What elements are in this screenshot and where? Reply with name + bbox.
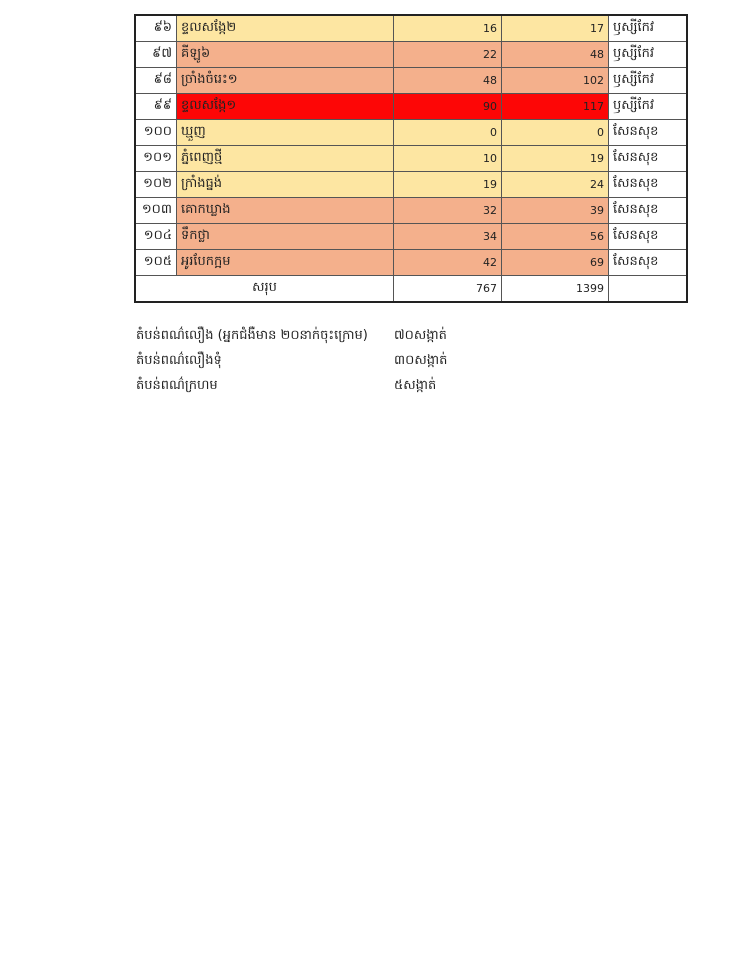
legend-note-value: ៧០សង្កាត់ bbox=[394, 328, 447, 343]
table-row bbox=[135, 120, 687, 146]
contact-count-cell: 19 bbox=[502, 146, 609, 172]
legend-note-label: តំបន់ពណ៌ក្រហម bbox=[136, 378, 218, 393]
case-count-cell: 32 bbox=[394, 198, 502, 224]
total-contacts: 1399 bbox=[502, 276, 609, 303]
case-count-cell: 90 bbox=[394, 94, 502, 120]
commune-name-cell: ភ្នំពេញថ្មី bbox=[177, 146, 394, 172]
district-name-cell: ឫស្សីកែវ bbox=[609, 94, 688, 120]
case-count-cell: 16 bbox=[394, 15, 502, 42]
district-name-cell: សែនសុខ bbox=[609, 146, 688, 172]
contact-count-cell: 24 bbox=[502, 172, 609, 198]
table-row bbox=[135, 224, 687, 250]
table-row bbox=[135, 172, 687, 198]
contact-count-cell: 39 bbox=[502, 198, 609, 224]
district-name-cell: សែនសុខ bbox=[609, 250, 688, 276]
district-name-cell: ឫស្សីកែវ bbox=[609, 68, 688, 94]
table-row bbox=[135, 198, 687, 224]
district-name-cell: សែនសុខ bbox=[609, 224, 688, 250]
case-count-cell: 42 bbox=[394, 250, 502, 276]
case-count-cell: 10 bbox=[394, 146, 502, 172]
legend-note-label: តំបន់ពណ៌លឿង (អ្នកជំងឺមាន ២០នាក់ចុះក្រោម) bbox=[136, 328, 368, 343]
commune-name-cell: ខ្ទលសង្កែ២ bbox=[177, 15, 394, 42]
commune-name-cell: ច្រាំងចំរេះ១ bbox=[177, 68, 394, 94]
contact-count-cell: 48 bbox=[502, 42, 609, 68]
case-count-cell: 48 bbox=[394, 68, 502, 94]
total-cases: 767 bbox=[394, 276, 502, 303]
row-number-cell: ១០២ bbox=[135, 172, 177, 198]
table-row bbox=[135, 42, 687, 68]
row-number-cell: ១០១ bbox=[135, 146, 177, 172]
commune-case-table bbox=[134, 14, 688, 303]
district-name-cell: ឫស្សីកែវ bbox=[609, 15, 688, 42]
table-body bbox=[135, 15, 687, 302]
row-number-cell: ៩៧ bbox=[135, 42, 177, 68]
commune-name-cell: ក្រាំងធ្នង់ bbox=[177, 172, 394, 198]
district-name-cell: សែនសុខ bbox=[609, 172, 688, 198]
commune-name-cell: ឃ្មួញ bbox=[177, 120, 394, 146]
row-number-cell: ១០៤ bbox=[135, 224, 177, 250]
table-row bbox=[135, 68, 687, 94]
table-row bbox=[135, 94, 687, 120]
table-row bbox=[135, 15, 687, 42]
row-number-cell: ១០៥ bbox=[135, 250, 177, 276]
table-row bbox=[135, 146, 687, 172]
district-name-cell: សែនសុខ bbox=[609, 120, 688, 146]
table-row bbox=[135, 250, 687, 276]
district-name-cell: ឫស្សីកែវ bbox=[609, 42, 688, 68]
total-empty-cell bbox=[609, 276, 688, 303]
contact-count-cell: 0 bbox=[502, 120, 609, 146]
contact-count-cell: 69 bbox=[502, 250, 609, 276]
commune-name-cell: ទឹកថ្លា bbox=[177, 224, 394, 250]
row-number-cell: ៩៦ bbox=[135, 15, 177, 42]
total-label: សរុប bbox=[135, 276, 394, 303]
row-number-cell: ៩៩ bbox=[135, 94, 177, 120]
contact-count-cell: 17 bbox=[502, 15, 609, 42]
commune-name-cell: គីឡូ៦ bbox=[177, 42, 394, 68]
case-count-cell: 34 bbox=[394, 224, 502, 250]
contact-count-cell: 117 bbox=[502, 94, 609, 120]
legend-note-label: តំបន់ពណ៌លឿងទុំ bbox=[136, 353, 222, 368]
commune-name-cell: ខ្ទលសង្កែ១ bbox=[177, 94, 394, 120]
row-number-cell: ១០៣ bbox=[135, 198, 177, 224]
legend-note-value: ៣០សង្កាត់ bbox=[394, 353, 448, 368]
contact-count-cell: 56 bbox=[502, 224, 609, 250]
row-number-cell: ៩៨ bbox=[135, 68, 177, 94]
commune-name-cell: អូរបែកក្អម bbox=[177, 250, 394, 276]
district-name-cell: សែនសុខ bbox=[609, 198, 688, 224]
legend-note-value: ៥សង្កាត់ bbox=[394, 378, 437, 393]
case-count-cell: 22 bbox=[394, 42, 502, 68]
case-count-cell: 19 bbox=[394, 172, 502, 198]
case-count-cell: 0 bbox=[394, 120, 502, 146]
contact-count-cell: 102 bbox=[502, 68, 609, 94]
total-row bbox=[135, 276, 687, 303]
row-number-cell: ១០០ bbox=[135, 120, 177, 146]
commune-name-cell: គោកឃ្លាង bbox=[177, 198, 394, 224]
